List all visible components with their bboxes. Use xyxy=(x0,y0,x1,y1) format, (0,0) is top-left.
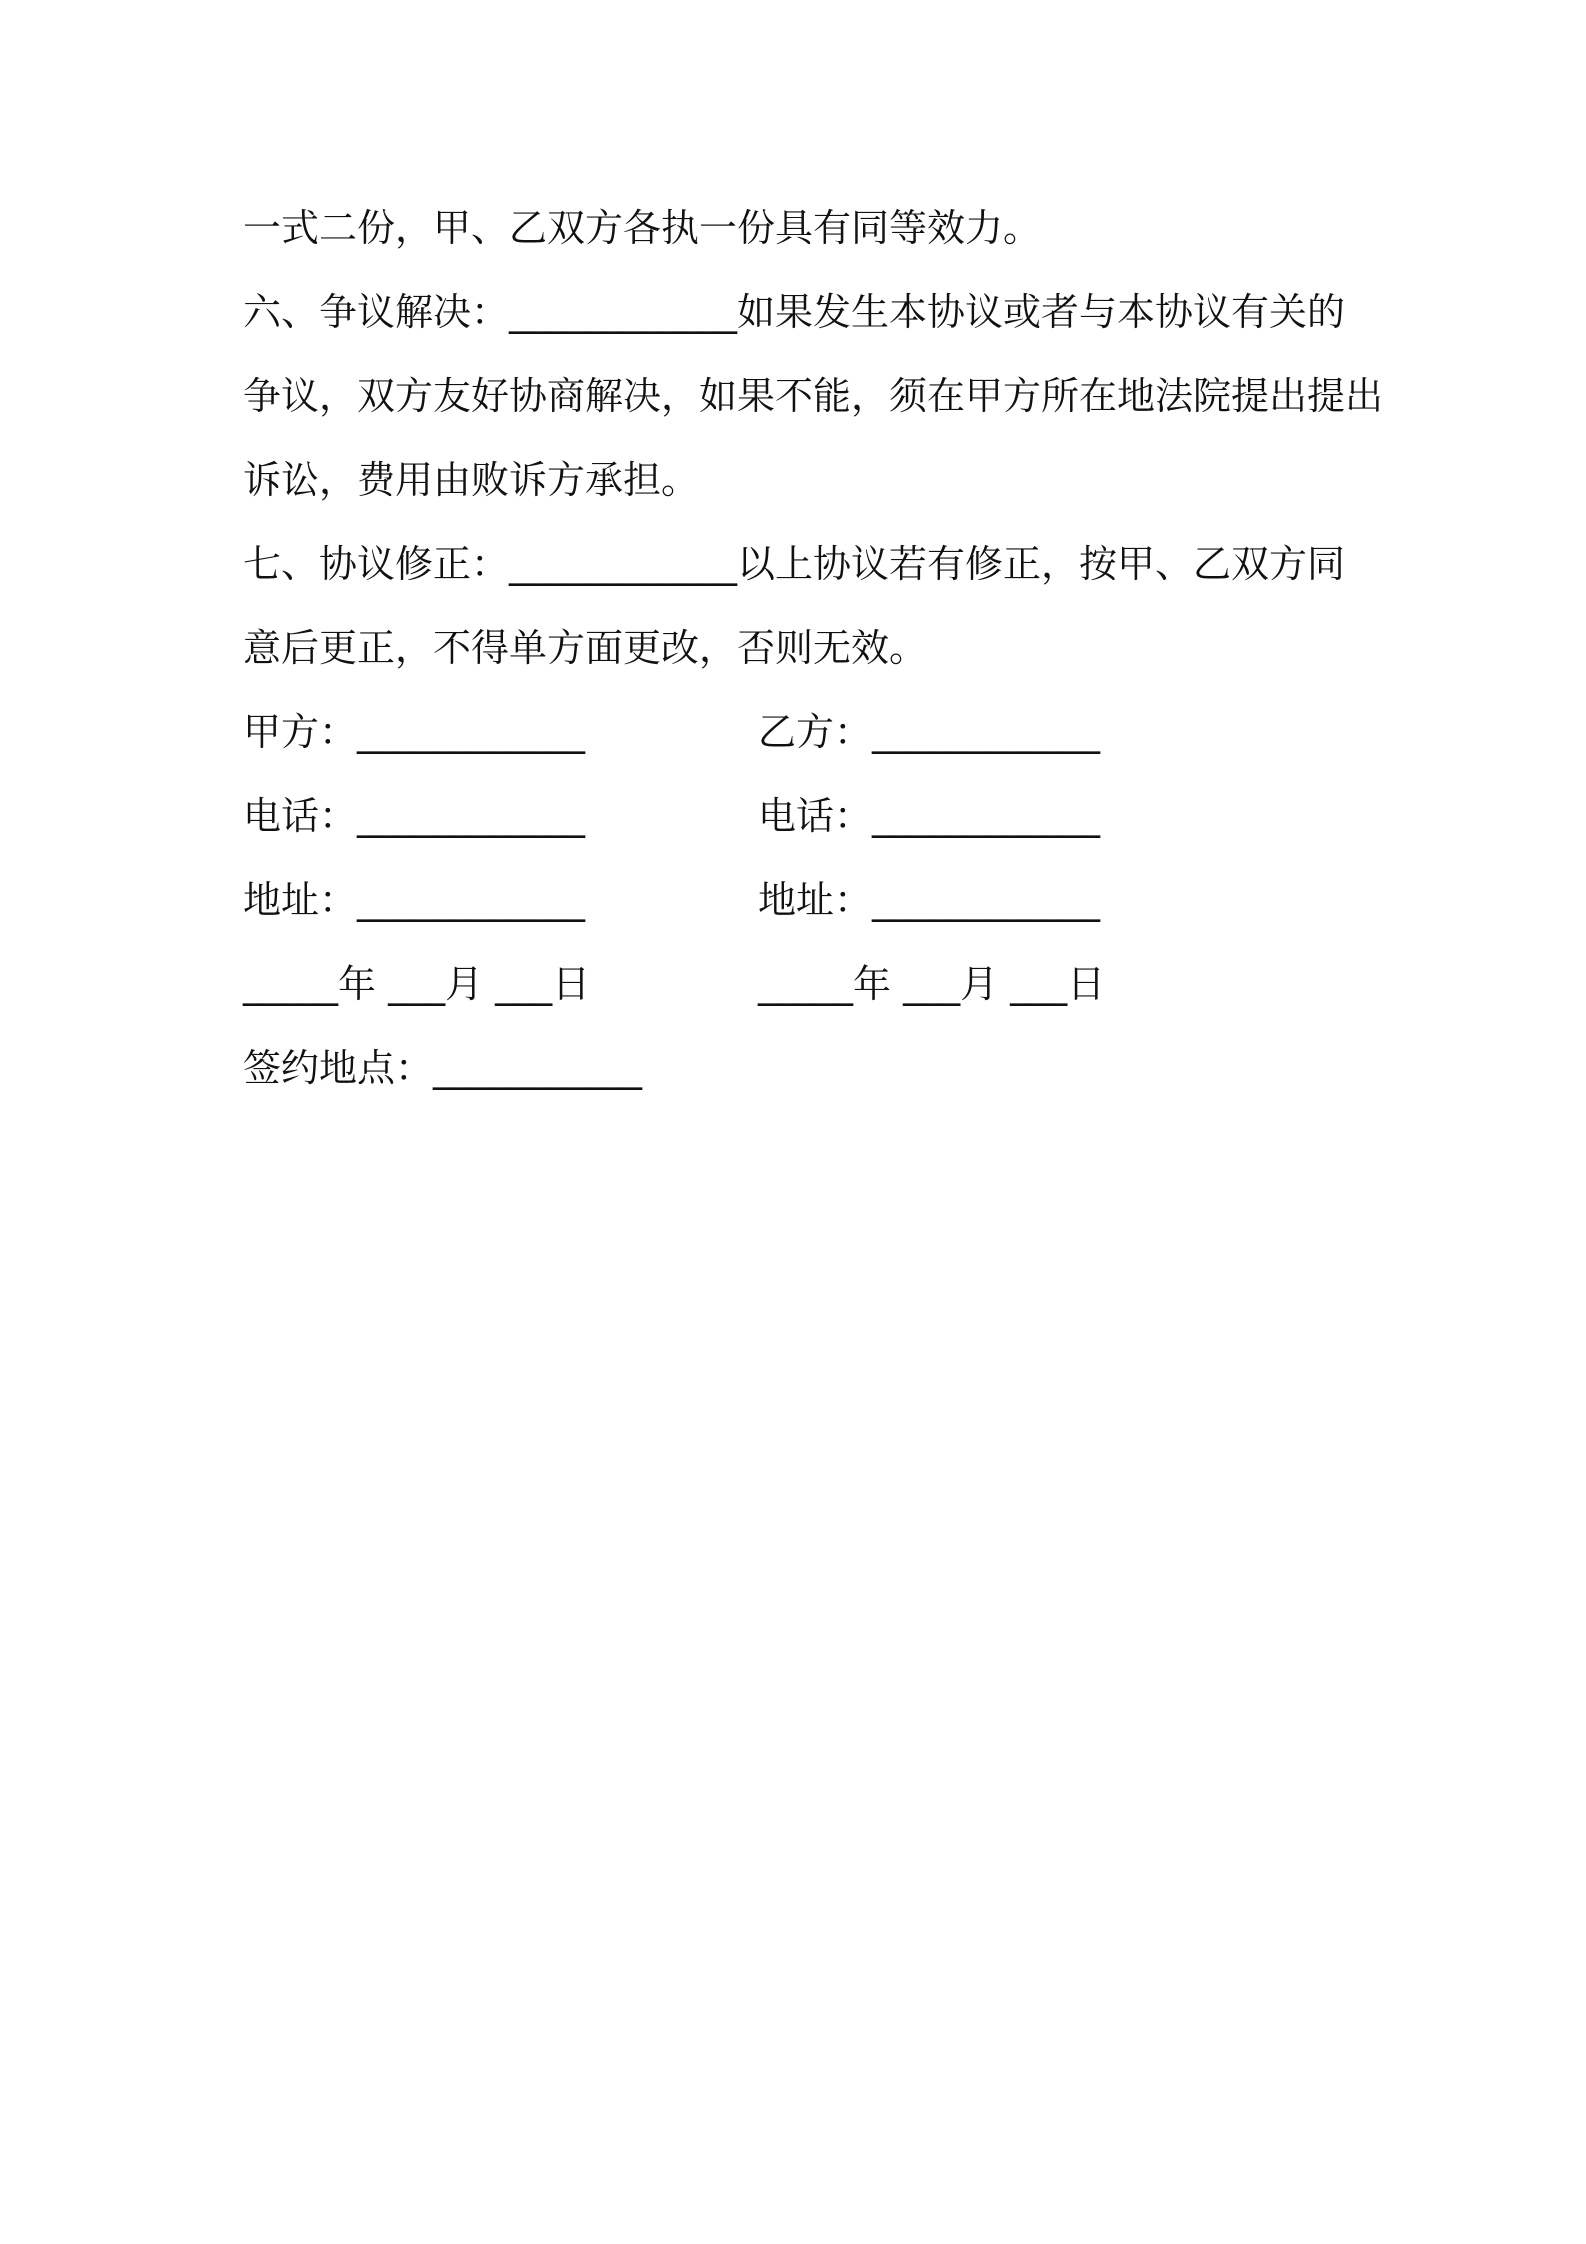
date-a-field: _____年 ___月 ___日 xyxy=(243,962,591,1006)
phone-b-field: 电话：____________ xyxy=(758,794,1101,838)
section7-line-2: 意后更正，不得单方面更改，否则无效。 xyxy=(243,626,928,670)
section7-line-1: 七、协议修正：____________以上协议若有修正，按甲、乙双方同 xyxy=(243,542,1346,586)
section-amendment xyxy=(243,522,1358,690)
section6-line-2: 争议，双方友好协商解决，如果不能，须在甲方所在地法院提出提出 xyxy=(243,374,1384,418)
section6-line-1: 六、争议解决：____________如果发生本协议或者与本协议有关的 xyxy=(243,290,1346,334)
intro-line: 一式二份，甲、乙双方各执一份具有同等效力。 xyxy=(243,206,1042,250)
section-dispute-resolution xyxy=(243,270,1384,522)
address-a-field: 地址：____________ xyxy=(243,878,586,922)
address-b-field: 地址：____________ xyxy=(758,878,1101,922)
intro-paragraph xyxy=(243,186,1358,270)
party-a-field: 甲方：____________ xyxy=(243,710,586,754)
date-b-field: _____年 ___月 ___日 xyxy=(758,962,1106,1006)
section6-line-3: 诉讼，费用由败诉方承担。 xyxy=(243,458,700,502)
phone-a-field: 电话：____________ xyxy=(243,794,586,838)
signing-location-field: 签约地点：___________ xyxy=(243,1046,643,1090)
party-b-field: 乙方：____________ xyxy=(758,710,1101,754)
